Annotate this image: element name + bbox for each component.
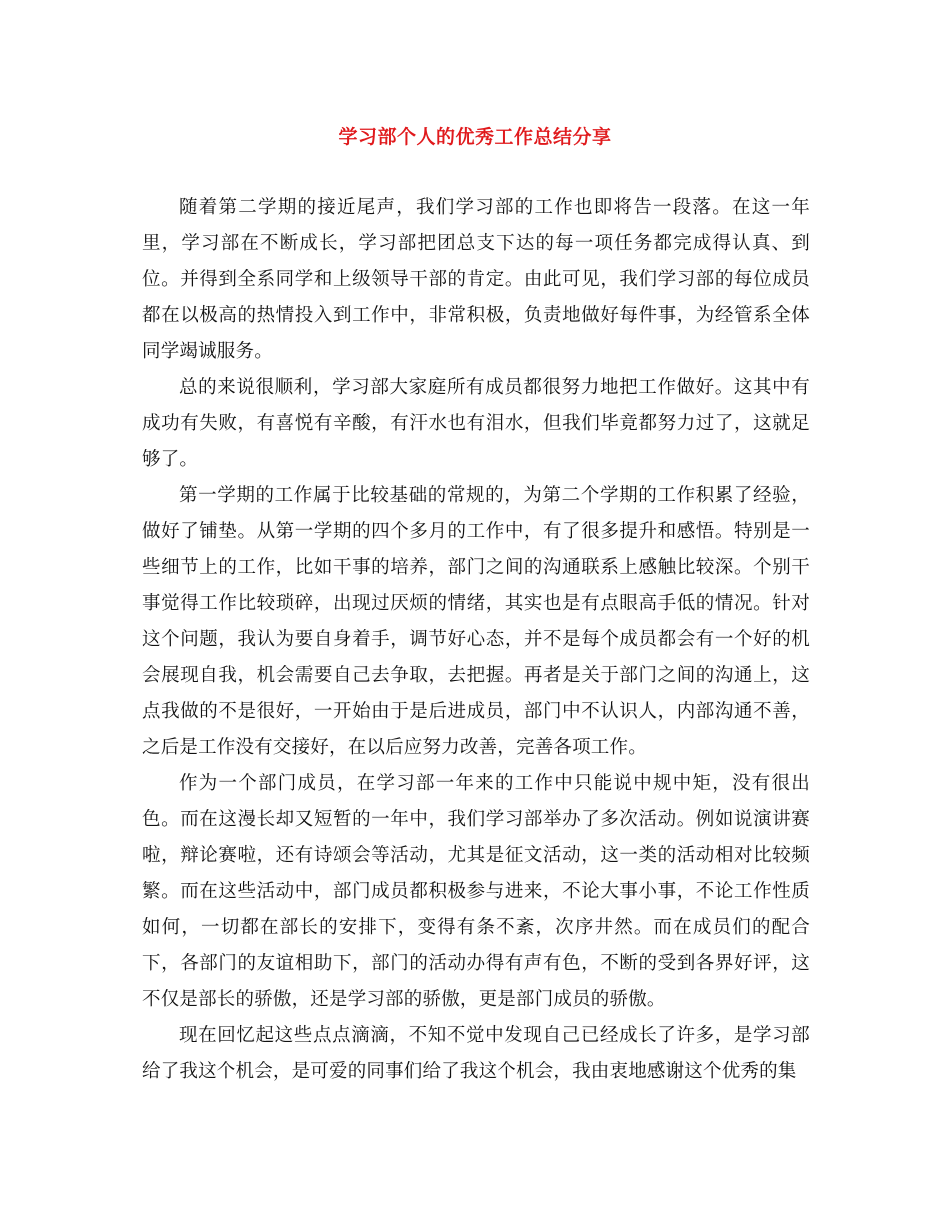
paragraph-3: 第一学期的工作属于比较基础的常规的，为第二个学期的工作积累了经验，做好了铺垫。从第一学期的四个多月的工作中，有了很多提升和感悟。特别是一些细节上的工作，比如干事的培养，部门之间的沟通联系上感触比较深。个别干事觉得工作比较琐碎，出现过厌烦的情绪，其实也是有点眼高手低的情况。针对这个问题，我认为要自身着手，调节好心态，并不是每个成员都会有一个好的机会展现自我，机会需要自己去争取，去把握。再者是关于部门之间的沟通上，这点我做的不是很好，一开始由于是后进成员，部门中不认识人，内部沟通不善，之后是工作没有交接好，在以后应努力改善，完善各项工作。 (142, 485, 810, 758)
paragraph-5: 现在回忆起这些点点滴滴，不知不觉中发现自己已经成长了许多，是学习部给了我这个机会，是可爱的同事们给了我这个机会，我由衷地感谢这个优秀的集 (142, 1025, 810, 1082)
paragraph-4: 作为一个部门成员，在学习部一年来的工作中只能说中规中矩，没有很出色。而在这漫长却又短暂的一年中，我们学习部举办了多次活动。例如说演讲赛啦，辩论赛啦，还有诗颂会等活动，尤其是征文活动，这一类的活动相对比较频繁。而在这些活动中，部门成员都积极参与进来，不论大事小事，不论工作性质如何，一切都在部长的安排下，变得有条不紊，次序井然。而在成员们的配合下，各部门的友谊相助下，部门的活动办得有声有色，不断的受到各界好评，这不仅是部长的骄傲，还是学习部的骄傲，更是部门成员的骄傲。 (142, 773, 810, 1010)
paragraph-2: 总的来说很顺利，学习部大家庭所有成员都很努力地把工作做好。这其中有成功有失败，有喜悦有辛酸，有汗水也有泪水，但我们毕竟都努力过了，这就足够了。 (142, 377, 810, 470)
document-body (142, 190, 810, 1090)
paragraph-1: 随着第二学期的接近尾声，我们学习部的工作也即将告一段落。在这一年里，学习部在不断成长，学习部把团总支下达的每一项任务都完成得认真、到位。并得到全系同学和上级领导干部的肯定。由此可见，我们学习部的每位成员都在以极高的热情投入到工作中，非常积极，负责地做好每件事，为经管系全体同学竭诚服务。 (142, 197, 810, 362)
document-title: 学习部个人的优秀工作总结分享 (338, 126, 612, 148)
